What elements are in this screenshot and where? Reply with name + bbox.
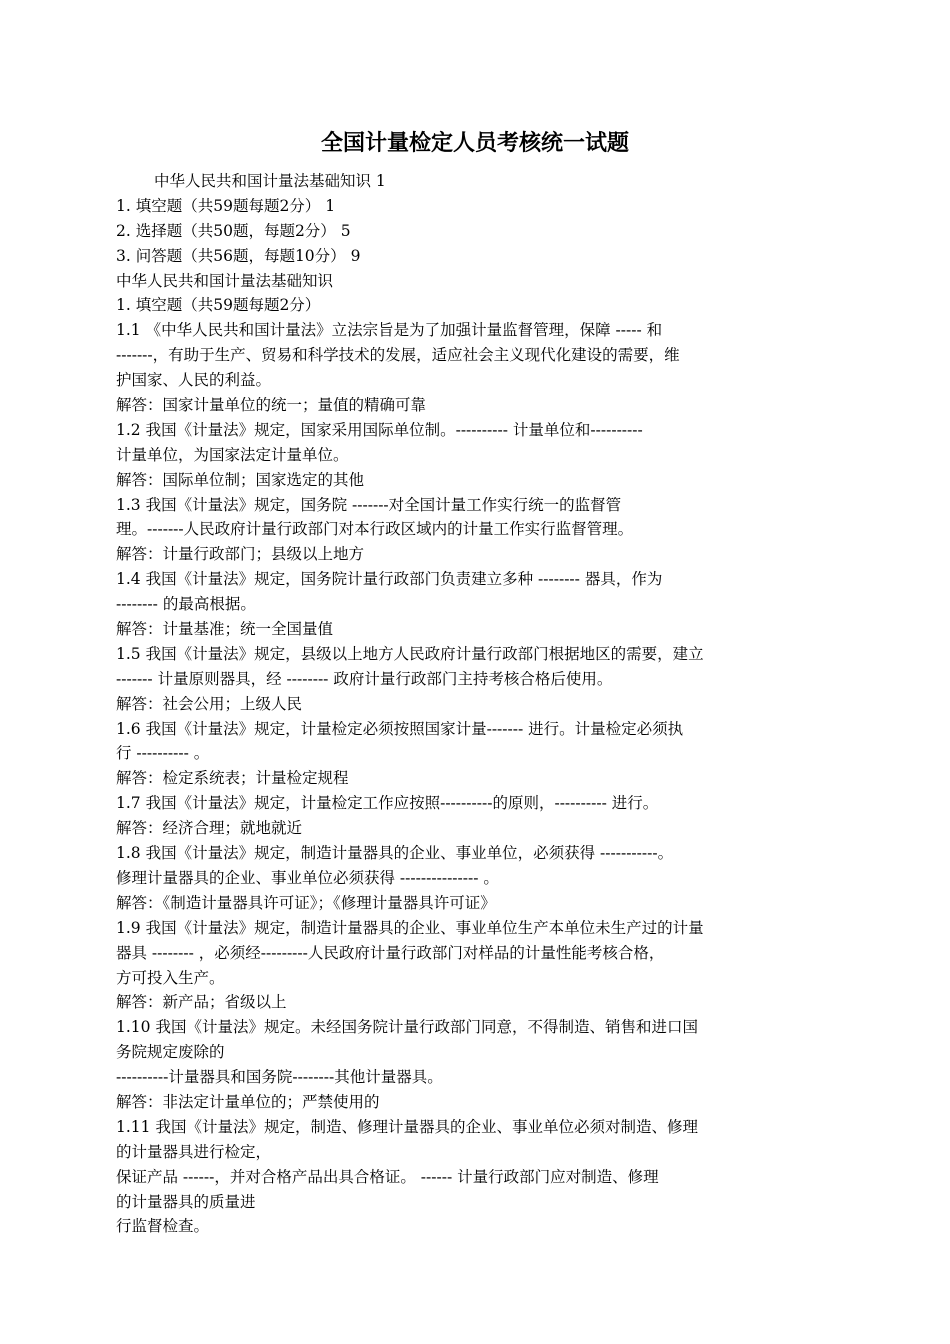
text-line: 1.3 我国《计量法》规定，国务院 -------对全国计量工作实行统一的监督管	[116, 495, 622, 514]
text-line: ----------计量器具和国务院--------其他计量器具。	[116, 1068, 443, 1087]
document-title: 全国计量检定人员考核统一试题	[320, 130, 629, 156]
text-line: 解答：检定系统表；计量检定规程	[116, 769, 349, 788]
toc-heading: 中华人民共和国计量法基础知识 1	[154, 172, 386, 190]
text-line: 1.10 我国《计量法》规定。未经国务院计量行政部门同意，不得制造、销售和进口国	[116, 1018, 698, 1037]
text-line: 解答：社会公用；上级人民	[116, 694, 303, 713]
text-line: ------- 计量原则器具，经 -------- 政府计量行政部门主持考核合格后使用。	[116, 669, 613, 688]
text-line: 解答：经济合理；就地就近	[116, 819, 303, 838]
document-body	[116, 169, 856, 1239]
text-line: 行监督检查。	[116, 1217, 210, 1236]
text-line: 1.9 我国《计量法》规定，制造计量器具的企业、事业单位生产本单位未生产过的计量	[116, 918, 704, 937]
text-line: 保证产品 ------，并对合格产品出具合格证。 ------ 计量行政部门应对制造、修理	[116, 1167, 659, 1186]
text-line: 修理计量器具的企业、事业单位必须获得 --------------- 。	[116, 868, 499, 887]
text-line: 1. 填空题（共59题每题2分） 1	[116, 196, 336, 215]
text-line: 的计量器具的质量进	[116, 1192, 256, 1211]
text-line: 解答：国际单位制；国家选定的其他	[116, 470, 365, 489]
text-line: 的计量器具进行检定，	[116, 1142, 272, 1161]
text-line: 解答：新产品；省级以上	[116, 993, 287, 1012]
text-line: 2. 选择题（共50题，每题2分） 5	[116, 221, 351, 240]
text-line: 1.6 我国《计量法》规定，计量检定必须按照国家计量------- 进行。计量检定必须执	[116, 719, 684, 738]
text-line: 1.11 我国《计量法》规定，制造、修理计量器具的企业、事业单位必须对制造、修理	[116, 1117, 698, 1136]
text-line: 1. 填空题（共59题每题2分）	[116, 296, 321, 315]
text-line: 解答：计量基准；统一全国量值	[116, 620, 334, 639]
text-line: 器具 -------- ，必须经---------人民政府计量行政部门对样品的计量性能考核合格，	[116, 943, 665, 962]
text-line: 方可投入生产。	[116, 968, 225, 987]
text-line: -------- 的最高根据。	[116, 595, 256, 614]
text-line: 计量单位，为国家法定计量单位。	[116, 445, 349, 464]
text-line: 务院规定废除的	[116, 1043, 225, 1062]
text-line: 行 ---------- 。	[116, 744, 210, 763]
text-line: 中华人民共和国计量法基础知识	[116, 271, 334, 290]
text-line: 1.7 我国《计量法》规定，计量检定工作应按照----------的原则，---------- 进行。	[116, 794, 659, 813]
text-line: 解答：计量行政部门；县级以上地方	[116, 545, 365, 564]
text-line: 解答：非法定计量单位的；严禁使用的	[116, 1092, 380, 1111]
text-line: 解答：国家计量单位的统一；量值的精确可靠	[116, 396, 427, 415]
text-line: 1.1 《中华人民共和国计量法》立法宗旨是为了加强计量监督管理，保障 ----- 和	[116, 321, 663, 340]
text-line: 1.5 我国《计量法》规定，县级以上地方人民政府计量行政部门根据地区的需要，建立	[116, 644, 704, 663]
text-line: 1.4 我国《计量法》规定，国务院计量行政部门负责建立多种 -------- 器具，作为	[116, 570, 663, 589]
text-line: -------，有助于生产、贸易和科学技术的发展，适应社会主义现代化建设的需要，维	[116, 346, 680, 365]
text-line: 护国家、人民的利益。	[116, 371, 272, 390]
text-line: 3. 问答题（共56题，每题10分） 9	[116, 246, 361, 265]
text-line: 理。-------人民政府计量行政部门对本行政区域内的计量工作实行监督管理。	[116, 520, 634, 539]
text-line: 解答：《制造计量器具许可证》；《修理计量器具许可证》	[116, 893, 496, 912]
text-line: 1.8 我国《计量法》规定，制造计量器具的企业、事业单位，必须获得 -----------。	[116, 844, 674, 863]
text-line: 1.2 我国《计量法》规定，国家采用国际单位制。---------- 计量单位和----------	[116, 420, 643, 439]
